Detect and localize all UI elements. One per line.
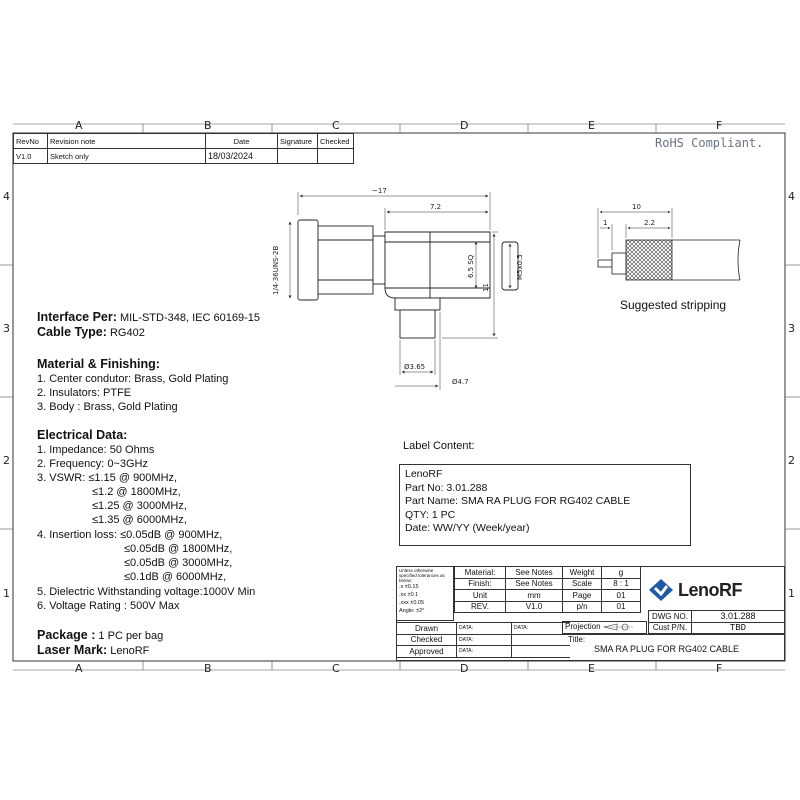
material-item: 1. Center condutor: Brass, Gold Plating — [37, 373, 229, 385]
package-line — [37, 628, 163, 643]
title-block — [396, 566, 785, 661]
zone-label-3-left: 3 — [3, 322, 10, 335]
drawn-date-label-2: DATA: — [512, 623, 571, 635]
cust-pn-label: Cust P/N. — [649, 622, 692, 634]
zone-label-a-bottom: A — [75, 662, 83, 675]
dim-cable-dia: Ø4.7 — [452, 378, 469, 386]
laser-mark-label: Laser Mark: — [37, 643, 108, 657]
scale-value: 8 : 1 — [602, 578, 641, 590]
package-label: Package : — [37, 628, 96, 642]
finish-label: Finish: — [455, 578, 506, 590]
zone-label-f-top: F — [716, 119, 723, 132]
finish-value: See Notes — [506, 578, 563, 590]
title-block-props — [454, 566, 641, 613]
label-content-box — [399, 464, 691, 546]
strip-total: 10 — [632, 203, 641, 211]
approved-date-label: DATA: — [457, 646, 512, 658]
cable-type-line — [37, 325, 145, 340]
lenorf-logo-icon — [648, 578, 674, 602]
zone-label-2-right: 2 — [788, 454, 795, 467]
dim-body-width: 7.2 — [430, 203, 442, 211]
dim-nut-size: M5x0.5 — [516, 254, 524, 280]
zone-label-c-top: C — [332, 119, 340, 132]
zone-label-f-bottom: F — [716, 662, 723, 675]
dwg-no-value: 3.01.288 — [691, 611, 784, 623]
rev-header-revno: RevNo — [14, 134, 48, 149]
rev-header-date: Date — [206, 134, 278, 149]
strip-b: 2.2 — [644, 219, 656, 227]
material-item: 2. Insulators: PTFE — [37, 387, 132, 399]
page-value: 01 — [602, 590, 641, 602]
page-label: Page — [563, 590, 602, 602]
rev-cell-date: 18/03/2024 — [206, 149, 278, 164]
zone-label-d-bottom: D — [460, 662, 469, 675]
dwg-no-label: DWG NO. — [649, 611, 692, 623]
electrical-item: ≤1.25 @ 3000MHz, — [92, 500, 187, 512]
zone-label-e-bottom: E — [588, 662, 595, 675]
dim-thread: 1/4-36UNS-2B — [272, 245, 280, 295]
pn-value: 01 — [602, 601, 641, 613]
scale-label: Scale — [563, 578, 602, 590]
title-block-approvals — [396, 622, 570, 658]
revision-row — [14, 149, 354, 164]
electrical-item: 1. Impedance: 50 Ohms — [37, 444, 155, 456]
electrical-item: ≤0.05dB @ 1800MHz, — [124, 543, 233, 555]
material-title: Material & Finishing: — [37, 357, 160, 371]
tolerance-line: .xx ±0.1 — [399, 592, 419, 598]
dim-height: 11 — [482, 283, 490, 292]
tolerance-line: Angle: ±2° — [399, 608, 425, 614]
title-divider — [562, 634, 785, 635]
zone-label-2-left: 2 — [3, 454, 10, 467]
unit-value: mm — [506, 590, 563, 602]
stripping-drawing — [590, 198, 750, 298]
rev-cell-note: Sketch only — [48, 149, 206, 164]
approved-label: Approved — [397, 646, 457, 658]
electrical-item: 2. Frequency: 0~3GHz — [37, 458, 148, 470]
zone-label-b-bottom: B — [204, 662, 212, 675]
strip-a: 1 — [603, 219, 608, 227]
zone-label-b-top: B — [204, 119, 212, 132]
company-logo — [648, 570, 784, 610]
rev-header-checked: Checked — [318, 134, 354, 149]
weight-label: Weight — [563, 567, 602, 579]
title-value: SMA RA PLUG FOR RG402 CABLE — [594, 644, 740, 654]
electrical-item: ≤0.1dB @ 6000MHz, — [124, 571, 227, 583]
electrical-item: 3. VSWR: ≤1.15 @ 900MHz, — [37, 472, 178, 484]
package-value: 1 PC per bag — [95, 630, 164, 642]
unit-label: Unit — [455, 590, 506, 602]
connector-drawing — [260, 180, 550, 395]
label-line: LenoRF — [405, 468, 443, 480]
interface-value: MIL-STD-348, IEC 60169-15 — [116, 312, 260, 324]
rev-label: REV. — [455, 601, 506, 613]
checked-date-label: DATA: — [457, 634, 512, 646]
rev-value: V1.0 — [506, 601, 563, 613]
tolerance-note: Unless otherwise specified tolerances as below: — [399, 568, 445, 583]
laser-mark-value: LenoRF — [107, 645, 150, 657]
stripping-caption: Suggested stripping — [620, 298, 727, 312]
electrical-item: 5. Dielectric Withstanding voltage:1000V Min — [37, 586, 256, 598]
laser-mark-line — [37, 643, 149, 658]
rohs-compliant-label: RoHS Compliant. — [655, 136, 764, 150]
label-line: Date: WW/YY (Week/year) — [405, 522, 530, 534]
cust-pn-value: TBD — [691, 622, 784, 634]
revision-header-row — [14, 134, 354, 149]
projection-symbol-icon — [603, 623, 633, 631]
label-line: Part Name: SMA RA PLUG FOR RG402 CABLE — [405, 495, 631, 507]
electrical-item: 4. Insertion loss: ≤0.05dB @ 900MHz, — [37, 529, 223, 541]
title-label: Title: — [568, 635, 586, 644]
material-value: See Notes — [506, 567, 563, 579]
projection-cell — [562, 621, 647, 634]
weight-value: g — [602, 567, 641, 579]
cable-type-label: Cable Type: — [37, 325, 107, 339]
electrical-item: ≤1.2 @ 1800MHz, — [92, 486, 181, 498]
zone-label-1-left: 1 — [3, 587, 10, 600]
tolerance-cell — [396, 566, 454, 621]
electrical-item: ≤1.35 @ 6000MHz, — [92, 514, 187, 526]
interface-label: Interface Per: — [37, 310, 117, 324]
dim-ferrule-dia: Ø3.65 — [404, 363, 426, 371]
material-label: Material: — [455, 567, 506, 579]
interface-line — [37, 310, 260, 325]
label-content-title: Label Content: — [403, 440, 475, 452]
zone-label-4-left: 4 — [3, 190, 10, 203]
drawn-date-label: DATA: — [457, 623, 512, 635]
zone-label-1-right: 1 — [788, 587, 795, 600]
zone-label-c-bottom: C — [332, 662, 340, 675]
tolerance-line: .xxx ±0.05 — [399, 600, 425, 606]
title-block-ids — [648, 610, 785, 634]
zone-label-4-right: 4 — [788, 190, 795, 203]
drawn-label: Drawn — [397, 623, 457, 635]
material-item: 3. Body : Brass, Gold Plating — [37, 401, 178, 413]
rev-cell-revno: V1.0 — [14, 149, 48, 164]
rev-header-signature: Signature — [278, 134, 318, 149]
label-line: QTY: 1 PC — [405, 508, 456, 521]
zone-label-3-right: 3 — [788, 322, 795, 335]
rev-header-note: Revision note — [48, 134, 206, 149]
dim-overall-length: ~17 — [372, 187, 387, 195]
projection-label: Projection — [565, 622, 601, 631]
zone-label-e-top: E — [588, 119, 595, 132]
logo-text: LenoRF — [678, 579, 742, 600]
electrical-item: ≤0.05dB @ 3000MHz, — [124, 557, 233, 569]
zone-label-a-top: A — [75, 119, 83, 132]
electrical-title: Electrical Data: — [37, 428, 128, 442]
zone-label-d-top: D — [460, 119, 469, 132]
dim-hex: 6.5 SQ — [467, 254, 475, 278]
pn-label: p/n — [563, 601, 602, 613]
rev-cell-signature — [278, 149, 318, 164]
tolerance-line: .x ±0.15 — [399, 584, 419, 590]
revision-table — [13, 133, 354, 164]
cable-type-value: RG402 — [106, 327, 145, 339]
checked-label: Checked — [397, 634, 457, 646]
rev-cell-checked — [318, 149, 354, 164]
label-line: Part No: 3.01.288 — [405, 481, 488, 494]
electrical-item: 6. Voltage Rating : 500V Max — [37, 600, 180, 612]
